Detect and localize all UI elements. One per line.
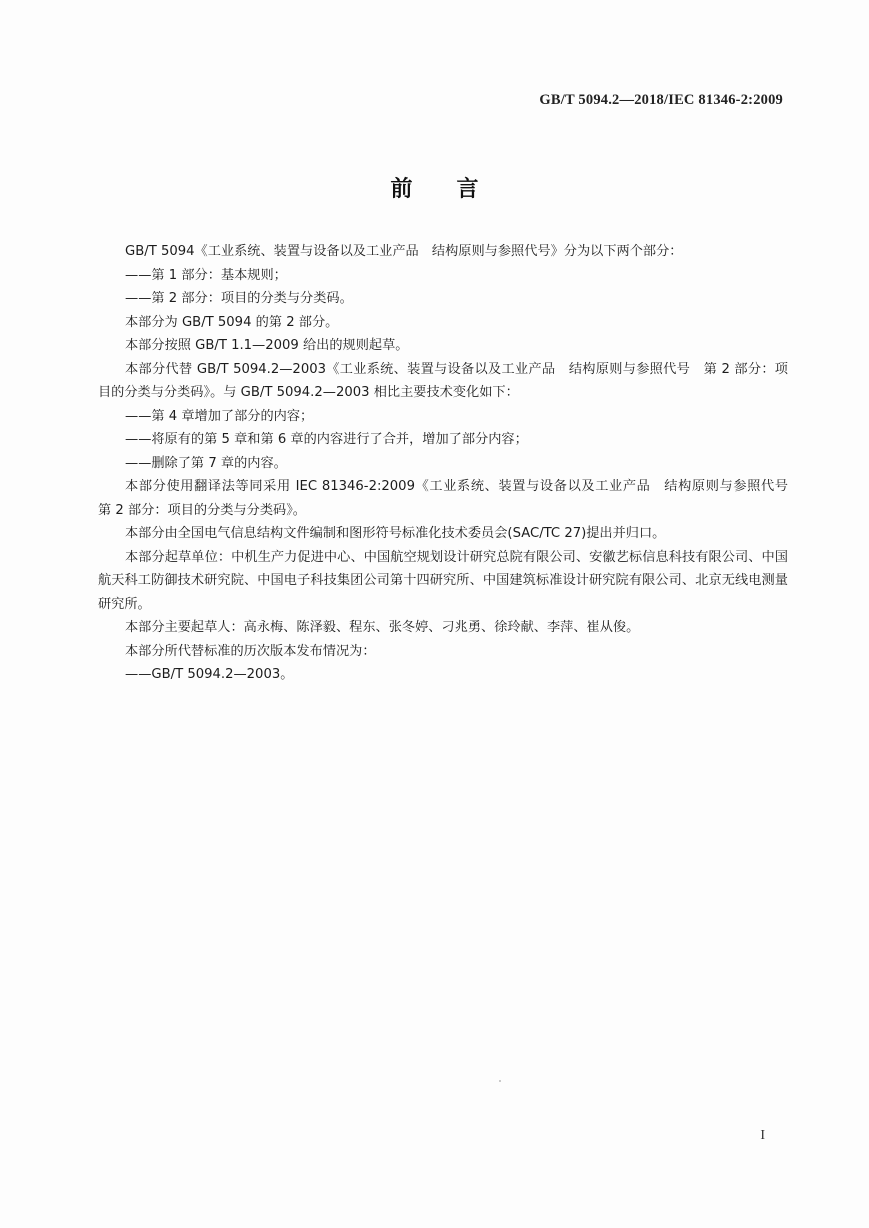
paragraph: 本部分为 GB/T 5094 的第 2 部分。 bbox=[125, 314, 339, 330]
paragraph: 本部分主要起草人：高永梅、陈泽毅、程东、张冬婷、刁兆勇、徐玲献、李萍、崔从俊。 bbox=[125, 620, 640, 635]
paragraph: GB/T 5094《工业系统、装置与设备以及工业产品 结构原则与参照代号》分为以下两个部分： bbox=[125, 244, 683, 259]
list-item: ——第 1 部分：基本规则； bbox=[125, 267, 287, 283]
paragraph: 本部分所代替标准的历次版本发布情况为： bbox=[125, 643, 376, 659]
preface-body bbox=[98, 240, 802, 687]
standard-code-header: GB/T 5094.2—2018/IEC 81346-2:2009 bbox=[539, 92, 783, 108]
list-item: ——第 2 部分：项目的分类与分类码。 bbox=[125, 291, 353, 306]
list-item: ——第 4 章增加了部分的内容； bbox=[125, 408, 314, 424]
paragraph: 本部分起草单位：中机生产力促进中心、中国航空规划设计研究总院有限公司、安徽艺标信息科技有限公司、中国航天科工防御技术研究院、中国电子科技集团公司第十四研究所、中国建筑标准设计研究院有限公司、北京无线电测量研究所。 bbox=[98, 549, 788, 612]
paragraph: 本部分代替 GB/T 5094.2—2003《工业系统、装置与设备以及工业产品 结构原则与参照代号 第 2 部分：项目的分类与分类码》。与 GB/T 5094.2—2003 相比主要技术变化如下： bbox=[98, 361, 788, 400]
page-number: I bbox=[760, 1128, 765, 1143]
list-item: ——GB/T 5094.2—2003。 bbox=[125, 667, 294, 682]
list-item: ——将原有的第 5 章和第 6 章的内容进行了合并，增加了部分内容； bbox=[125, 432, 528, 447]
list-item: ——删除了第 7 章的内容。 bbox=[125, 455, 287, 471]
scan-speck bbox=[499, 1080, 501, 1082]
paragraph: 本部分按照 GB/T 1.1—2009 给出的规则起草。 bbox=[125, 338, 409, 353]
paragraph: 本部分使用翻译法等同采用 IEC 81346-2:2009《工业系统、装置与设备以及工业产品 结构原则与参照代号 第 2 部分：项目的分类与分类码》。 bbox=[98, 479, 802, 518]
paragraph: 本部分由全国电气信息结构文件编制和图形符号标准化技术委员会(SAC/TC 27)提出并归口。 bbox=[125, 526, 666, 541]
page-title: 前言 bbox=[390, 177, 523, 202]
